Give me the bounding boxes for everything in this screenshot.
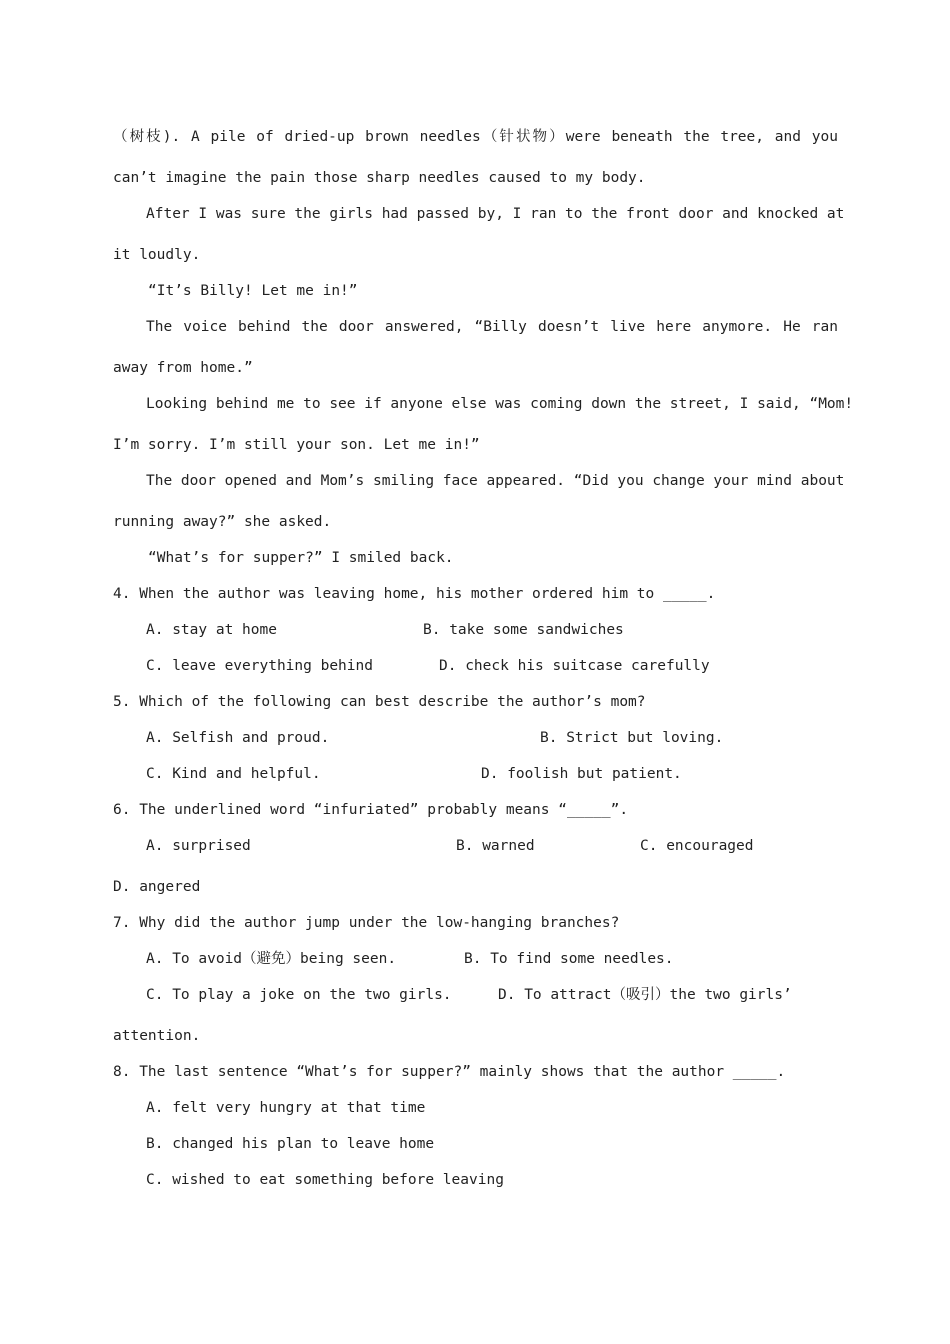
- passage-line: can’t imagine the pain those sharp needles caused to my body.: [113, 170, 646, 186]
- passage-line: Looking behind me to see if anyone else was coming down the street, I said, “Mom!: [146, 396, 854, 412]
- option-d: D. To attract（吸引）the two girls’: [498, 987, 792, 1003]
- passage-line: The voice behind the door answered, “Billy doesn’t live here anymore. He ran: [146, 319, 838, 335]
- option-a: A. Selfish and proud.: [146, 730, 330, 746]
- option-b: B. warned: [456, 838, 535, 854]
- question-stem: 4. When the author was leaving home, his mother ordered him to _____.: [113, 586, 716, 602]
- option-d: D. angered: [113, 879, 201, 895]
- option-c: C. wished to eat something before leaving: [146, 1172, 504, 1188]
- passage-line: away from home.”: [113, 360, 253, 376]
- question-stem: 6. The underlined word “infuriated” probably means “_____”.: [113, 802, 629, 818]
- passage-line: “It’s Billy! Let me in!”: [148, 283, 358, 299]
- option-a: A. surprised: [146, 838, 251, 854]
- passage-line: （树枝). A pile of dried-up brown needles（针状物）were beneath the tree, and you: [113, 129, 838, 145]
- option-a: A. To avoid（避免）being seen.: [146, 951, 397, 967]
- option-d: D. check his suitcase carefully: [439, 658, 710, 674]
- question-stem: 7. Why did the author jump under the low-hanging branches?: [113, 915, 620, 931]
- option-c: C. To play a joke on the two girls.: [146, 987, 452, 1003]
- option-c: C. Kind and helpful.: [146, 766, 321, 782]
- option-b: B. To find some needles.: [464, 951, 674, 967]
- option-c: C. leave everything behind: [146, 658, 373, 674]
- option-d: D. foolish but patient.: [481, 766, 682, 782]
- option-d-continuation: attention.: [113, 1028, 201, 1044]
- option-c: C. encouraged: [640, 838, 754, 854]
- question-stem: 5. Which of the following can best describe the author’s mom?: [113, 694, 646, 710]
- option-a: A. felt very hungry at that time: [146, 1100, 426, 1116]
- option-b: B. Strict but loving.: [540, 730, 724, 746]
- question-stem: 8. The last sentence “What’s for supper?” mainly shows that the author _____.: [113, 1064, 786, 1080]
- passage-line: it loudly.: [113, 247, 201, 263]
- passage-line: The door opened and Mom’s smiling face appeared. “Did you change your mind about: [146, 473, 845, 489]
- option-a: A. stay at home: [146, 622, 277, 638]
- option-b: B. changed his plan to leave home: [146, 1136, 435, 1152]
- passage-line: I’m sorry. I’m still your son. Let me in!”: [113, 437, 480, 453]
- passage-line: running away?” she asked.: [113, 514, 332, 530]
- option-b: B. take some sandwiches: [423, 622, 624, 638]
- passage-line: “What’s for supper?” I smiled back.: [148, 550, 454, 566]
- passage-line: After I was sure the girls had passed by, I ran to the front door and knocked at: [146, 206, 845, 222]
